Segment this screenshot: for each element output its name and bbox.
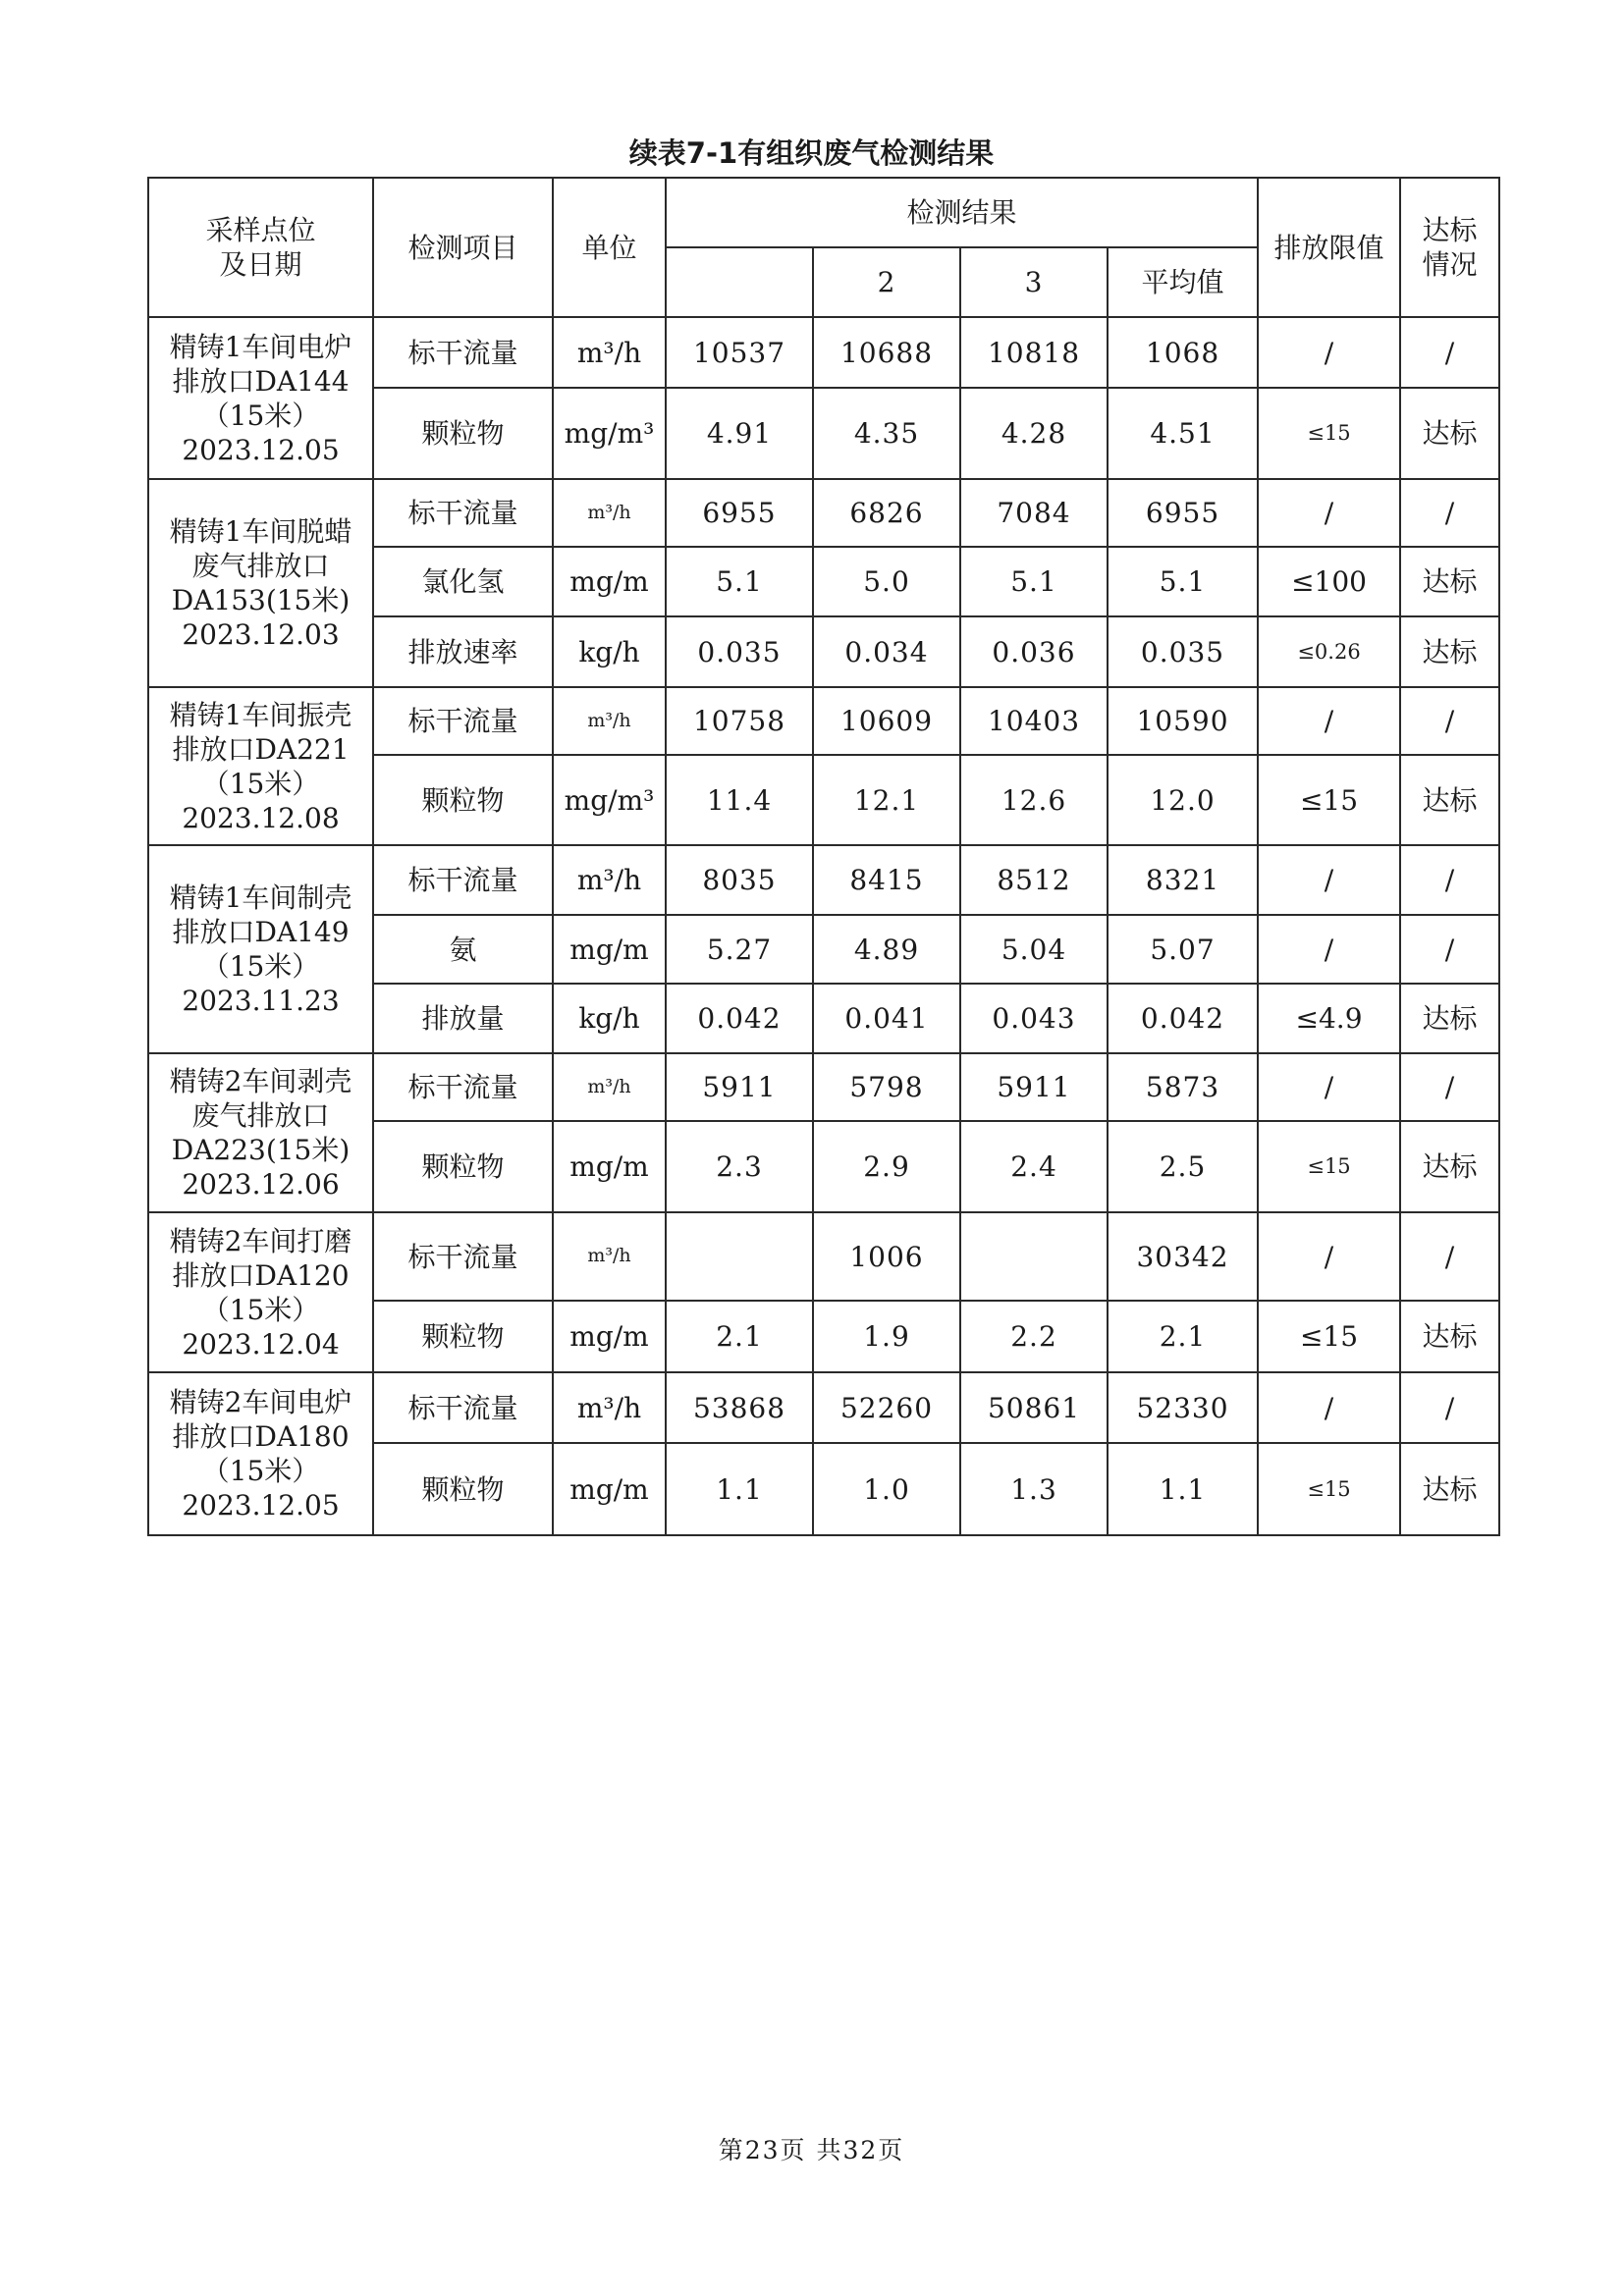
limit-cell: /: [1258, 317, 1400, 388]
test-item-cell: 排放速率: [373, 616, 553, 687]
status-cell: 达标: [1400, 1301, 1499, 1372]
test-item-cell: 标干流量: [373, 1372, 553, 1443]
limit-cell: ≤15: [1258, 755, 1400, 845]
result-2-cell: 0.034: [813, 616, 960, 687]
status-cell: /: [1400, 1053, 1499, 1121]
table-row: [148, 687, 1499, 755]
result-2-cell: 8415: [813, 845, 960, 915]
limit-cell: ≤4.9: [1258, 984, 1400, 1053]
result-2-cell: 10688: [813, 317, 960, 388]
header-unit: 单位: [553, 178, 666, 317]
average-cell: 2.1: [1108, 1301, 1258, 1372]
header-status: 达标 情况: [1400, 178, 1499, 317]
result-2-cell: 1006: [813, 1212, 960, 1301]
status-cell: /: [1400, 687, 1499, 755]
average-cell: 10590: [1108, 687, 1258, 755]
average-cell: 52330: [1108, 1372, 1258, 1443]
average-cell: 5.1: [1108, 547, 1258, 616]
limit-cell: ≤15: [1258, 1121, 1400, 1212]
result-2-cell: 6826: [813, 479, 960, 547]
test-item-cell: 标干流量: [373, 479, 553, 547]
average-cell: 8321: [1108, 845, 1258, 915]
limit-cell: ≤0.26: [1258, 616, 1400, 687]
result-2-cell: 2.9: [813, 1121, 960, 1212]
result-3-cell: 12.6: [960, 755, 1108, 845]
result-2-cell: 10609: [813, 687, 960, 755]
table-row: [148, 1212, 1499, 1301]
result-1-cell: 2.1: [666, 1301, 813, 1372]
status-cell: /: [1400, 479, 1499, 547]
result-2-cell: 1.0: [813, 1443, 960, 1535]
status-cell: /: [1400, 317, 1499, 388]
result-2-cell: 0.041: [813, 984, 960, 1053]
test-item-cell: 标干流量: [373, 317, 553, 388]
average-cell: 1.1: [1108, 1443, 1258, 1535]
average-cell: 30342: [1108, 1212, 1258, 1301]
result-3-cell: 7084: [960, 479, 1108, 547]
sampling-site-cell: 精铸1车间脱蜡 废气排放口 DA153(15米) 2023.12.03: [148, 479, 373, 687]
status-cell: 达标: [1400, 388, 1499, 479]
table-row: [148, 479, 1499, 547]
page-footer: 第23页 共32页: [718, 2136, 905, 2164]
test-item-cell: 颗粒物: [373, 1301, 553, 1372]
result-1-cell: 4.91: [666, 388, 813, 479]
test-item-cell: 氨: [373, 915, 553, 984]
unit-cell: kg/h: [553, 984, 666, 1053]
result-1-cell: 8035: [666, 845, 813, 915]
table-row: [148, 845, 1499, 915]
unit-cell: m³/h: [553, 479, 666, 547]
limit-cell: /: [1258, 479, 1400, 547]
result-3-cell: 0.043: [960, 984, 1108, 1053]
result-1-cell: 10537: [666, 317, 813, 388]
status-cell: 达标: [1400, 547, 1499, 616]
unit-cell: m³/h: [553, 1372, 666, 1443]
unit-cell: m³/h: [553, 317, 666, 388]
result-3-cell: 1.3: [960, 1443, 1108, 1535]
result-2-cell: 1.9: [813, 1301, 960, 1372]
result-3-cell: 5.04: [960, 915, 1108, 984]
average-cell: 5.07: [1108, 915, 1258, 984]
unit-cell: mg/m: [553, 1121, 666, 1212]
unit-cell: m³/h: [553, 845, 666, 915]
result-3-cell: 8512: [960, 845, 1108, 915]
table-title: 续表7-1有组织废气检测结果: [628, 136, 995, 170]
limit-cell: ≤100: [1258, 547, 1400, 616]
status-cell: 达标: [1400, 984, 1499, 1053]
limit-cell: /: [1258, 845, 1400, 915]
header-result-1: [666, 247, 813, 317]
sampling-site-cell: 精铸2车间剥壳 废气排放口 DA223(15米) 2023.12.06: [148, 1053, 373, 1212]
average-cell: 0.042: [1108, 984, 1258, 1053]
unit-cell: mg/m³: [553, 388, 666, 479]
test-item-cell: 标干流量: [373, 1212, 553, 1301]
result-3-cell: 2.4: [960, 1121, 1108, 1212]
status-cell: /: [1400, 1212, 1499, 1301]
header-item: 检测项目: [373, 178, 553, 317]
table-row: [148, 317, 1499, 388]
table-row: [148, 1372, 1499, 1443]
limit-cell: /: [1258, 915, 1400, 984]
result-2-cell: 5798: [813, 1053, 960, 1121]
test-item-cell: 颗粒物: [373, 755, 553, 845]
result-1-cell: 0.035: [666, 616, 813, 687]
average-cell: 2.5: [1108, 1121, 1258, 1212]
result-3-cell: 5911: [960, 1053, 1108, 1121]
result-1-cell: 1.1: [666, 1443, 813, 1535]
result-3-cell: 5.1: [960, 547, 1108, 616]
result-3-cell: 10403: [960, 687, 1108, 755]
test-item-cell: 氯化氢: [373, 547, 553, 616]
result-1-cell: 5.27: [666, 915, 813, 984]
unit-cell: kg/h: [553, 616, 666, 687]
result-1-cell: 5911: [666, 1053, 813, 1121]
sampling-site-cell: 精铸2车间电炉 排放口DA180 （15米） 2023.12.05: [148, 1372, 373, 1535]
result-2-cell: 12.1: [813, 755, 960, 845]
average-cell: 0.035: [1108, 616, 1258, 687]
result-2-cell: 4.89: [813, 915, 960, 984]
sampling-site-cell: 精铸1车间制壳 排放口DA149 （15米） 2023.11.23: [148, 845, 373, 1053]
result-1-cell: [666, 1212, 813, 1301]
status-cell: 达标: [1400, 1121, 1499, 1212]
test-item-cell: 标干流量: [373, 1053, 553, 1121]
average-cell: 12.0: [1108, 755, 1258, 845]
limit-cell: /: [1258, 1372, 1400, 1443]
header-average: 平均值: [1108, 247, 1258, 317]
result-1-cell: 53868: [666, 1372, 813, 1443]
status-cell: 达标: [1400, 616, 1499, 687]
unit-cell: m³/h: [553, 687, 666, 755]
table-row: [148, 1053, 1499, 1121]
test-item-cell: 标干流量: [373, 687, 553, 755]
limit-cell: /: [1258, 1053, 1400, 1121]
average-cell: 4.51: [1108, 388, 1258, 479]
header-results: 检测结果: [666, 178, 1258, 247]
limit-cell: ≤15: [1258, 1301, 1400, 1372]
test-item-cell: 标干流量: [373, 845, 553, 915]
unit-cell: m³/h: [553, 1053, 666, 1121]
sampling-site-cell: 精铸2车间打磨 排放口DA120 （15米） 2023.12.04: [148, 1212, 373, 1372]
header-limit: 排放限值: [1258, 178, 1400, 317]
header-result-2: 2: [813, 247, 960, 317]
test-item-cell: 颗粒物: [373, 1443, 553, 1535]
status-cell: /: [1400, 915, 1499, 984]
result-1-cell: 0.042: [666, 984, 813, 1053]
limit-cell: ≤15: [1258, 388, 1400, 479]
result-3-cell: 0.036: [960, 616, 1108, 687]
result-3-cell: 50861: [960, 1372, 1108, 1443]
average-cell: 5873: [1108, 1053, 1258, 1121]
result-2-cell: 52260: [813, 1372, 960, 1443]
result-3-cell: 10818: [960, 317, 1108, 388]
test-item-cell: 排放量: [373, 984, 553, 1053]
limit-cell: /: [1258, 1212, 1400, 1301]
test-item-cell: 颗粒物: [373, 388, 553, 479]
unit-cell: mg/m: [553, 915, 666, 984]
result-2-cell: 5.0: [813, 547, 960, 616]
header-result-3: 3: [960, 247, 1108, 317]
table-header: [148, 178, 1499, 317]
unit-cell: mg/m³: [553, 755, 666, 845]
status-cell: /: [1400, 1372, 1499, 1443]
status-cell: 达标: [1400, 1443, 1499, 1535]
result-1-cell: 5.1: [666, 547, 813, 616]
sampling-site-cell: 精铸1车间振壳 排放口DA221 （15米） 2023.12.08: [148, 687, 373, 845]
unit-cell: mg/m: [553, 1443, 666, 1535]
exhaust-results-table: [147, 177, 1500, 1536]
test-item-cell: 颗粒物: [373, 1121, 553, 1212]
result-3-cell: [960, 1212, 1108, 1301]
limit-cell: /: [1258, 687, 1400, 755]
limit-cell: ≤15: [1258, 1443, 1400, 1535]
result-1-cell: 2.3: [666, 1121, 813, 1212]
result-1-cell: 10758: [666, 687, 813, 755]
result-1-cell: 6955: [666, 479, 813, 547]
average-cell: 1068: [1108, 317, 1258, 388]
result-3-cell: 2.2: [960, 1301, 1108, 1372]
unit-cell: mg/m: [553, 547, 666, 616]
status-cell: 达标: [1400, 755, 1499, 845]
result-2-cell: 4.35: [813, 388, 960, 479]
unit-cell: mg/m: [553, 1301, 666, 1372]
status-cell: /: [1400, 845, 1499, 915]
header-site: 采样点位 及日期: [148, 178, 373, 317]
result-1-cell: 11.4: [666, 755, 813, 845]
average-cell: 6955: [1108, 479, 1258, 547]
result-3-cell: 4.28: [960, 388, 1108, 479]
unit-cell: m³/h: [553, 1212, 666, 1301]
table-body: [148, 317, 1499, 1535]
sampling-site-cell: 精铸1车间电炉 排放口DA144 （15米） 2023.12.05: [148, 317, 373, 479]
